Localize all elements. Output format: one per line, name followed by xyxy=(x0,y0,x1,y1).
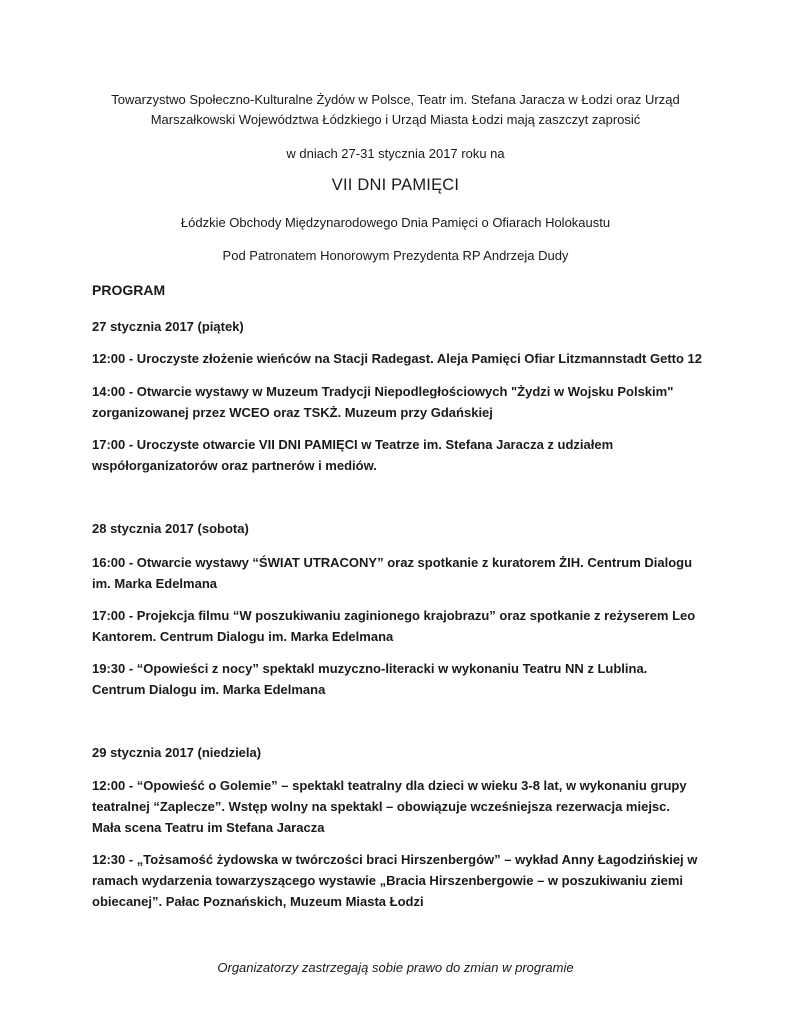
invitation-header xyxy=(80,90,711,130)
invitation-line-2: Marszałkowski Województwa Łódzkiego i Urząd Miasta Łodzi mają zaszczyt zaprosić xyxy=(150,112,641,127)
event-subtitle: Łódzkie Obchody Międzynarodowego Dnia Pamięci o Ofiarach Holokaustu xyxy=(180,215,611,230)
footer-disclaimer: Organizatorzy zastrzegają sobie prawo do zmian w programie xyxy=(217,960,574,975)
program-entry-2-2: 17:00 - Projekcja filmu “W poszukiwaniu zaginionego krajobrazu” oraz spotkanie z reżyserem Leo Kantorem. Centrum Dialogu im. Marka Edelmana xyxy=(92,608,696,644)
program-entry-2-1: 16:00 - Otwarcie wystawy “ŚWIAT UTRACONY” oraz spotkanie z kuratorem ŻIH. Centrum Dialogu im. Marka Edelmana xyxy=(92,555,693,591)
program-entry-1-3: 17:00 - Uroczyste otwarcie VII DNI PAMIĘCI w Teatrze im. Stefana Jaracza z udziałem współorganizatorów oraz partnerów i mediów. xyxy=(92,437,614,473)
invitation-line-1: Towarzystwo Społeczno-Kulturalne Żydów w Polsce, Teatr im. Stefana Jaracza w Łodzi oraz Urząd xyxy=(111,92,680,107)
program-entry-2-3: 19:30 - “Opowieści z nocy” spektakl muzyczno-literacki w wykonaniu Teatru NN z Lublina. Centrum Dialogu im. Marka Edelmana xyxy=(92,661,648,697)
day-heading-3: 29 stycznia 2017 (niedziela) xyxy=(92,745,262,760)
event-title: VII DNI PAMIĘCI xyxy=(331,176,460,194)
event-dates: w dniach 27-31 stycznia 2017 roku na xyxy=(286,146,505,161)
day-heading-2: 28 stycznia 2017 (sobota) xyxy=(92,521,249,536)
program-entry-1-1: 12:00 - Uroczyste złożenie wieńców na Stacji Radegast. Aleja Pamięci Ofiar Litzmannstadt Getto 12 xyxy=(92,351,702,366)
program-entry-3-2: 12:30 - „Tożsamość żydowska w twórczości braci Hirszenbergów” – wykład Anny Łagodzińskiej w ramach wydarzenia towarzyszącego wystawie „Bracia Hirszenbergowie – w poszukiwaniu ziemi obiecanej”. Pałac Poznańskich, Muzeum Miasta Łodzi xyxy=(92,852,698,909)
program-entry-1-2: 14:00 - Otwarcie wystawy w Muzeum Tradycji Niepodległościowych "Żydzi w Wojsku Polskim" zorganizowanej przez WCEO oraz TSKŻ. Muzeum przy Gdańskiej xyxy=(92,384,674,420)
day-heading-1: 27 stycznia 2017 (piątek) xyxy=(92,319,244,334)
program-entry-3-1: 12:00 - “Opowieść o Golemie” – spektakl teatralny dla dzieci w wieku 3-8 lat, w wykonaniu grupy teatralnej “Zaplecze”. Wstęp wolny na spektakl – obowiązuje wcześniejsza rezerwacja miejsc. Mała scena Teatru im Stefana Jaracza xyxy=(92,778,687,835)
program-heading: PROGRAM xyxy=(92,282,166,298)
patronage-line: Pod Patronatem Honorowym Prezydenta RP Andrzeja Dudy xyxy=(222,248,569,263)
